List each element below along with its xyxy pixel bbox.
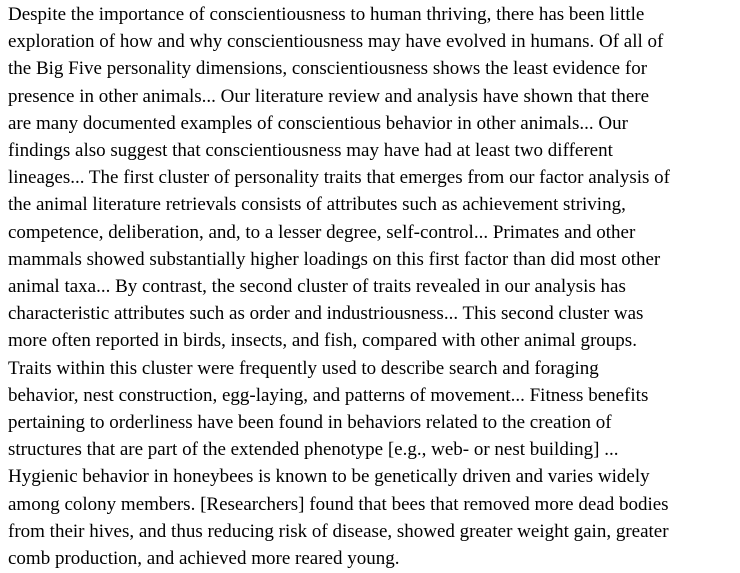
text-line: are many documented examples of conscientious behavior in other animals... Our (8, 112, 628, 134)
text-line: from their hives, and thus reducing risk of disease, showed greater weight gain, greater (8, 520, 669, 542)
text-line: presence in other animals... Our literature review and analysis have shown that there (8, 85, 650, 107)
text-line: comb production, and achieved more reared young. (8, 548, 400, 570)
text-line: the Big Five personality dimensions, conscientiousness shows the least evidence for (8, 58, 648, 80)
text-line: lineages... The first cluster of personality traits that emerges from our factor analysis of (8, 167, 670, 189)
text-line: behavior, nest construction, egg-laying, and patterns of movement... Fitness benefits (8, 384, 649, 406)
text-line: Despite the importance of conscientiousness to human thriving, there has been little (8, 4, 645, 25)
text-line: mammals showed substantially higher loadings on this first factor than did most other (8, 248, 661, 270)
text-line: competence, deliberation, and, to a lesser degree, self-control... Primates and other (8, 221, 636, 243)
text-line: more often reported in birds, insects, and fish, compared with other animal groups. (8, 330, 637, 352)
text-line: pertaining to orderliness have been found in behaviors related to the creation of (8, 412, 612, 434)
text-line: exploration of how and why conscientiousness may have evolved in humans. Of all of (8, 31, 664, 53)
text-line: findings also suggest that conscientiousness may have had at least two different (8, 140, 613, 162)
text-line: animal taxa... By contrast, the second cluster of traits revealed in our analysis has (8, 276, 626, 298)
text-line: Hygienic behavior in honeybees is known to be genetically driven and varies widely (8, 466, 650, 488)
text-line: among colony members. [Researchers] found that bees that removed more dead bodies (8, 493, 669, 515)
quoted-passage (8, 1, 738, 572)
text-line: characteristic attributes such as order and industriousness... This second cluster was (8, 303, 644, 325)
text-line: the animal literature retrievals consists of attributes such as achievement striving, (8, 194, 626, 216)
text-line: structures that are part of the extended phenotype [e.g., web- or nest building] ... (8, 439, 619, 461)
text-line: Traits within this cluster were frequently used to describe search and foraging (8, 357, 599, 379)
